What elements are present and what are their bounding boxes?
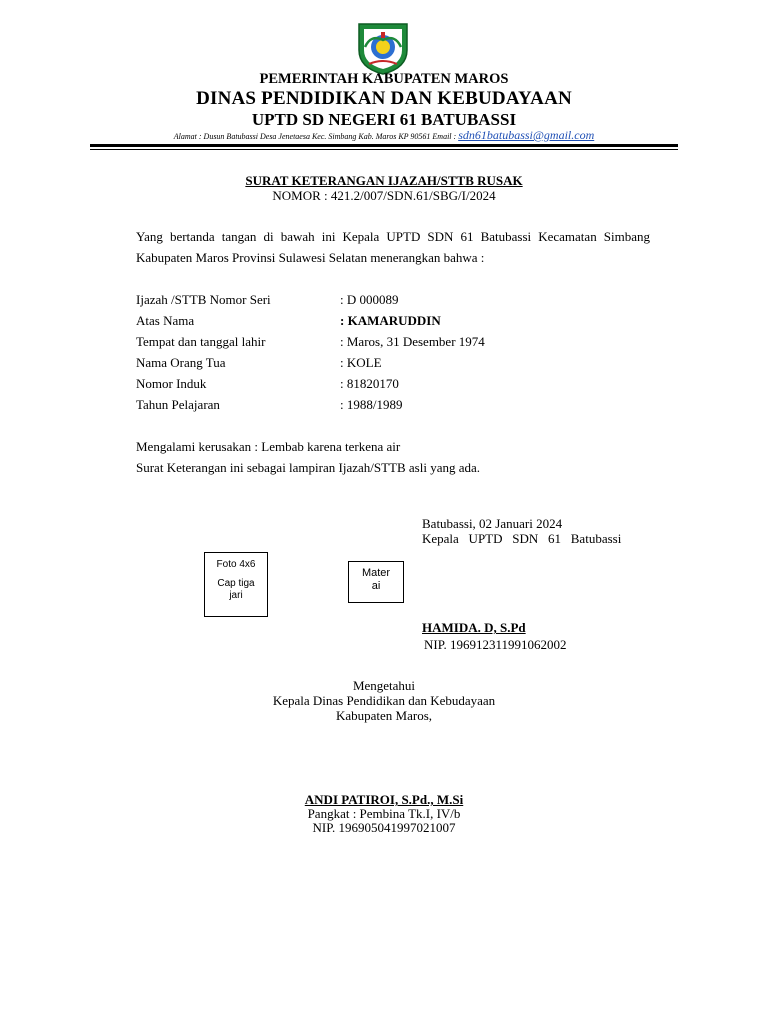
stamp-label-1: Mater xyxy=(361,567,391,579)
approval-heading: Mengetahui xyxy=(352,678,416,693)
field-value-parent: : KOLE xyxy=(340,355,382,370)
letter-title: SURAT KETERANGAN IJAZAH/STTB RUSAK xyxy=(245,173,523,188)
field-value-birth: : Maros, 31 Desember 1974 xyxy=(340,334,485,349)
header-divider-thin xyxy=(90,149,678,150)
thumbprint-label-2: jari xyxy=(229,590,243,601)
field-label-school-year: Tahun Pelajaran xyxy=(136,397,220,412)
attachment-statement: Surat Keterangan ini sebagai lampiran Ijazah/STTB asli yang ada. xyxy=(136,460,481,475)
field-label-birth: Tempat dan tanggal lahir xyxy=(136,334,266,349)
kabupaten-maros-emblem-icon xyxy=(355,20,411,76)
field-label-student-number: Nomor Induk xyxy=(136,376,207,391)
damage-statement: Mengalami kerusakan : Lembab karena terkena air xyxy=(136,439,401,454)
place-date: Batubassi, 02 Januari 2024 xyxy=(422,516,563,531)
approval-signer-rank: Pangkat : Pembina Tk.I, IV/b xyxy=(307,806,461,821)
approval-signer-name: ANDI PATIROI, S.Pd., M.Si xyxy=(304,792,464,807)
header-address xyxy=(0,128,768,143)
approval-office: Kepala Dinas Pendidikan dan Kebudayaan xyxy=(272,693,496,708)
field-label-parent: Nama Orang Tua xyxy=(136,355,226,370)
photo-placeholder-box xyxy=(204,552,268,617)
stamp-placeholder-box xyxy=(348,561,404,603)
field-value-name: : KAMARUDDIN xyxy=(340,313,441,328)
field-value-serial: : D 000089 xyxy=(340,292,399,307)
letter-number: NOMOR : 421.2/007/SDN.61/SBG/I/2024 xyxy=(272,188,496,203)
field-label-serial: Ijazah /STTB Nomor Seri xyxy=(136,292,271,307)
header-department: DINAS PENDIDIKAN DAN KEBUDAYAAN xyxy=(196,88,572,109)
header-school: UPTD SD NEGERI 61 BATUBASSI xyxy=(251,110,517,129)
field-value-student-number: : 81820170 xyxy=(340,376,399,391)
signer-name: HAMIDA. D, S.Pd xyxy=(422,620,526,635)
intro-line-2: Kabupaten Maros Provinsi Sulawesi Selatan menerangkan bahwa : xyxy=(136,250,485,265)
header-government: PEMERINTAH KABUPATEN MAROS xyxy=(259,71,509,87)
field-value-school-year: : 1988/1989 xyxy=(340,397,403,412)
photo-label: Foto 4x6 xyxy=(216,559,256,570)
approval-signer-nip: NIP. 196905041997021007 xyxy=(312,820,456,835)
stamp-label-2: ai xyxy=(371,580,381,592)
address-text: Alamat : Dusun Batubassi Desa Jenetaesa Kec. Simbang Kab. Maros KP 90561 Email : xyxy=(173,132,457,141)
approval-region: Kabupaten Maros, xyxy=(335,708,433,723)
email-link[interactable]: sdn61batubassi@gmail.com xyxy=(458,128,595,142)
header-divider-thick xyxy=(90,144,678,147)
signer-position: Kepala UPTD SDN 61 Batubassi xyxy=(422,531,622,546)
field-label-name: Atas Nama xyxy=(136,313,195,328)
thumbprint-label-1: Cap tiga xyxy=(217,578,255,589)
intro-line-1: Yang bertanda tangan di bawah ini Kepala UPTD SDN 61 Batubassi Kecamatan Simbang xyxy=(136,229,650,244)
signer-nip: NIP. 196912311991062002 xyxy=(424,637,567,652)
